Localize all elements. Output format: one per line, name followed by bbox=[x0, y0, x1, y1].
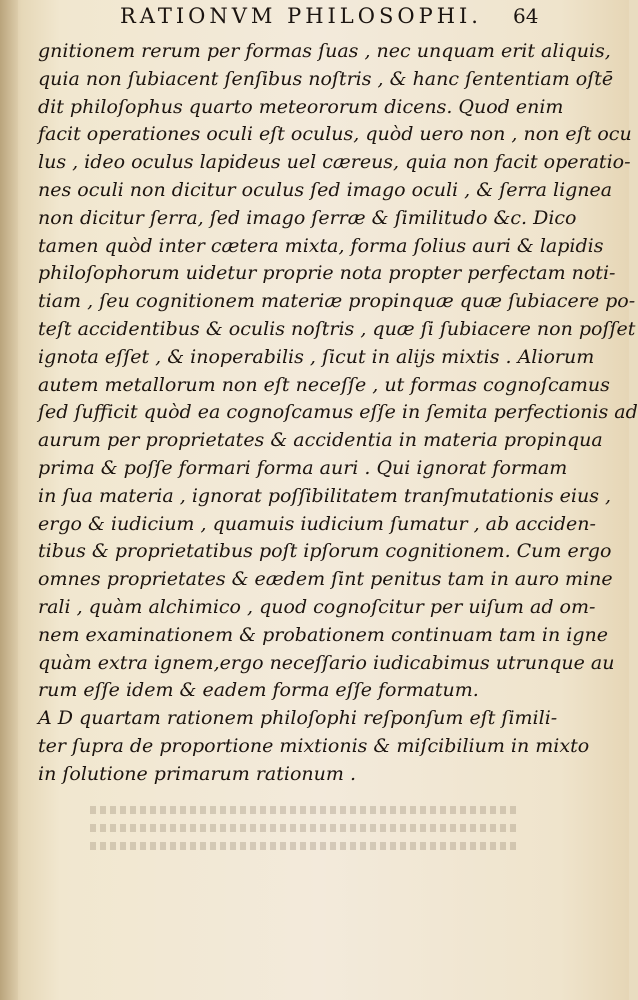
text-line: non dicitur ſerra, ſed imago ſerræ & ſimilitudo &c. Dico bbox=[38, 206, 577, 229]
text-line: A D quartam rationem philoſophi reſponſum eſt ſimili- bbox=[38, 707, 558, 730]
page-gutter bbox=[0, 0, 18, 1000]
text-line: rum eſſe idem & eadem forma eſſe formatum. bbox=[38, 679, 479, 702]
page-number: 64 bbox=[513, 4, 539, 28]
show-through-text bbox=[90, 806, 520, 866]
text-line: dit philoſophus quarto meteororum dicens. Quod enim bbox=[38, 95, 564, 118]
text-line: ter ſupra de proportione mixtionis & miſcibilium in mixto bbox=[38, 734, 590, 757]
text-line: prima & poſſe formari forma auri . Qui ignorat formam bbox=[38, 456, 568, 479]
body-text bbox=[38, 38, 638, 789]
text-line: ergo & iudicium , quamuis iudicium ſumatur , ab acciden- bbox=[38, 512, 596, 535]
page-header bbox=[0, 4, 629, 38]
text-line: quia non ſubiacent ſenſibus noſtris , & hanc ſententiam oſtē bbox=[38, 67, 614, 90]
text-line: facit operationes oculi eſt oculus, quòd uero non , non eſt ocu bbox=[38, 123, 632, 146]
text-line: ſed ſufficit quòd ea cognoſcamus eſſe in ſemita perfectionis ad bbox=[38, 401, 638, 424]
text-line: nes oculi non dicitur oculus ſed imago oculi , & ſerra lignea bbox=[38, 178, 613, 201]
text-line: tibus & proprietatibus poſt ipſorum cognitionem. Cum ergo bbox=[38, 540, 612, 563]
text-line: omnes proprietates & eædem ſint penitus tam in auro mine bbox=[38, 568, 613, 591]
text-line: aurum per proprietates & accidentia in materia propinqua bbox=[38, 429, 603, 452]
text-line: autem metallorum non eſt neceſſe , ut formas cognoſcamus bbox=[38, 373, 610, 396]
text-line: ignota eſſet , & inoperabilis , ſicut in alijs mixtis . Aliorum bbox=[38, 345, 595, 368]
text-line: gnitionem rerum per formas ſuas , nec unquam erit aliquis, bbox=[38, 40, 611, 62]
text-line: in ſolutione primarum rationum . bbox=[38, 762, 356, 785]
text-line: tamen quòd inter cætera mixta, forma ſolius auri & lapidis bbox=[38, 234, 604, 257]
text-line: lus , ideo oculus lapideus uel cæreus, quia non facit operatio- bbox=[38, 151, 631, 174]
text-line: in ſua materia , ignorat poſſibilitatem tranſmutationis eius , bbox=[38, 484, 612, 507]
text-line: teſt accidentibus & oculis noſtris , quæ ſi ſubiacere non poſſet bbox=[38, 317, 636, 340]
text-line: philoſophorum uidetur proprie nota propter perfectam noti- bbox=[38, 262, 616, 285]
text-line: rali , quàm alchimico , quod cognoſcitur per uiſum ad om- bbox=[38, 595, 596, 618]
text-line: tiam , ſeu cognitionem materiæ propinquæ quæ ſubiacere po- bbox=[38, 290, 636, 313]
text-line: quàm extra ignem,ergo neceſſario iudicabimus utrunque au bbox=[38, 651, 615, 674]
text-line: nem examinationem & probationem continuam tam in igne bbox=[38, 623, 608, 646]
running-head: RATIONVM PHILOSOPHI. bbox=[120, 4, 482, 28]
